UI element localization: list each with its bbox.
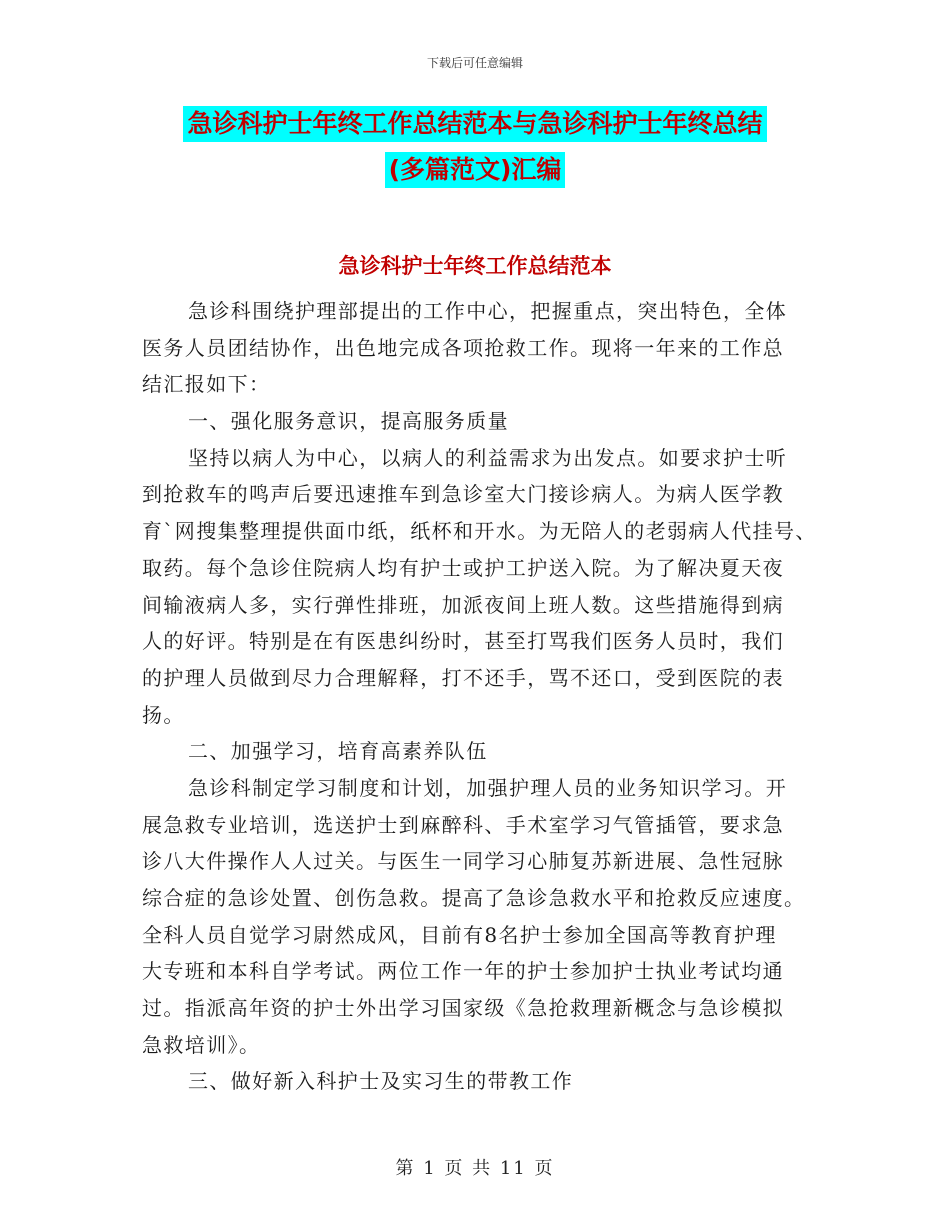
paragraph-line: 的护理人员做到尽力合理解释，打不还手，骂不还口，受到医院的表 [142,665,784,690]
paragraph-line: 人的好评。特别是在有医患纠纷时，甚至打骂我们医务人员时，我们 [142,629,784,654]
paragraph-line: 间输液病人多，实行弹性排班，加派夜间上班人数。这些措施得到病 [142,592,784,617]
page-number: 第 1 页 共 11 页 [395,1158,555,1179]
header-note: 下载后可任意编辑 [426,56,523,70]
paragraph-line: 结汇报如下： [142,372,271,397]
title-line-2: (多篇范文)汇编 [385,152,566,188]
paragraph-line: 急救培训》。 [142,1032,261,1057]
paragraph-line: 急诊科围绕护理部提出的工作中心，把握重点，突出特色，全体 [188,299,788,323]
title-line-1: 急诊科护士年终工作总结范本与急诊科护士年终总结 [183,106,766,142]
paragraph-line: 大专班和本科自学考试。两位工作一年的护士参加护士执业考试均通 [142,959,784,984]
paragraph-line: 综合症的急诊处置、创伤急救。提高了急诊急救水平和抢救反应速度。 [142,886,806,910]
paragraph-line: 扬。 [142,702,185,727]
paragraph-line: 取药。每个急诊住院病人均有护士或护工护送入院。为了解决夏天夜 [142,555,784,580]
paragraph-line: 育`网搜集整理提供面巾纸，纸杯和开水。为无陪人的老弱病人代挂号、 [142,519,817,544]
paragraph-line: 坚持以病人为中心，以病人的利益需求为出发点。如要求护士听 [188,445,788,470]
heading-line: 二、加强学习，培育高素养队伍 [188,739,488,764]
document-body [142,293,817,1100]
paragraph-line: 医务人员团结协作，出色地完成各项抢救工作。现将一年来的工作总 [142,335,784,360]
document-title [0,106,950,198]
paragraph-line: 急诊科制定学习制度和计划，加强护理人员的业务知识学习。开 [188,775,788,800]
heading-line: 三、做好新入科护士及实习生的带教工作 [188,1069,574,1094]
paragraph-line: 全科人员自觉学习尉然成风，目前有8名护士参加全国高等教育护理 [142,922,777,947]
paragraph-line: 过。指派高年资的护士外出学习国家级《急抢救理新概念与急诊模拟 [142,996,784,1021]
paragraph-line: 到抢救车的鸣声后要迅速推车到急诊室大门接诊病人。为病人医学教 [142,482,784,507]
paragraph-line: 诊八大件操作人人过关。与医生一同学习心肺复苏新进展、急性冠脉 [142,849,784,874]
paragraph-line: 展急救专业培训，选送护士到麻醉科、手术室学习气管插管，要求急 [142,812,784,837]
heading-line: 一、强化服务意识，提高服务质量 [188,409,509,434]
section-title: 急诊科护士年终工作总结范本 [338,254,612,278]
